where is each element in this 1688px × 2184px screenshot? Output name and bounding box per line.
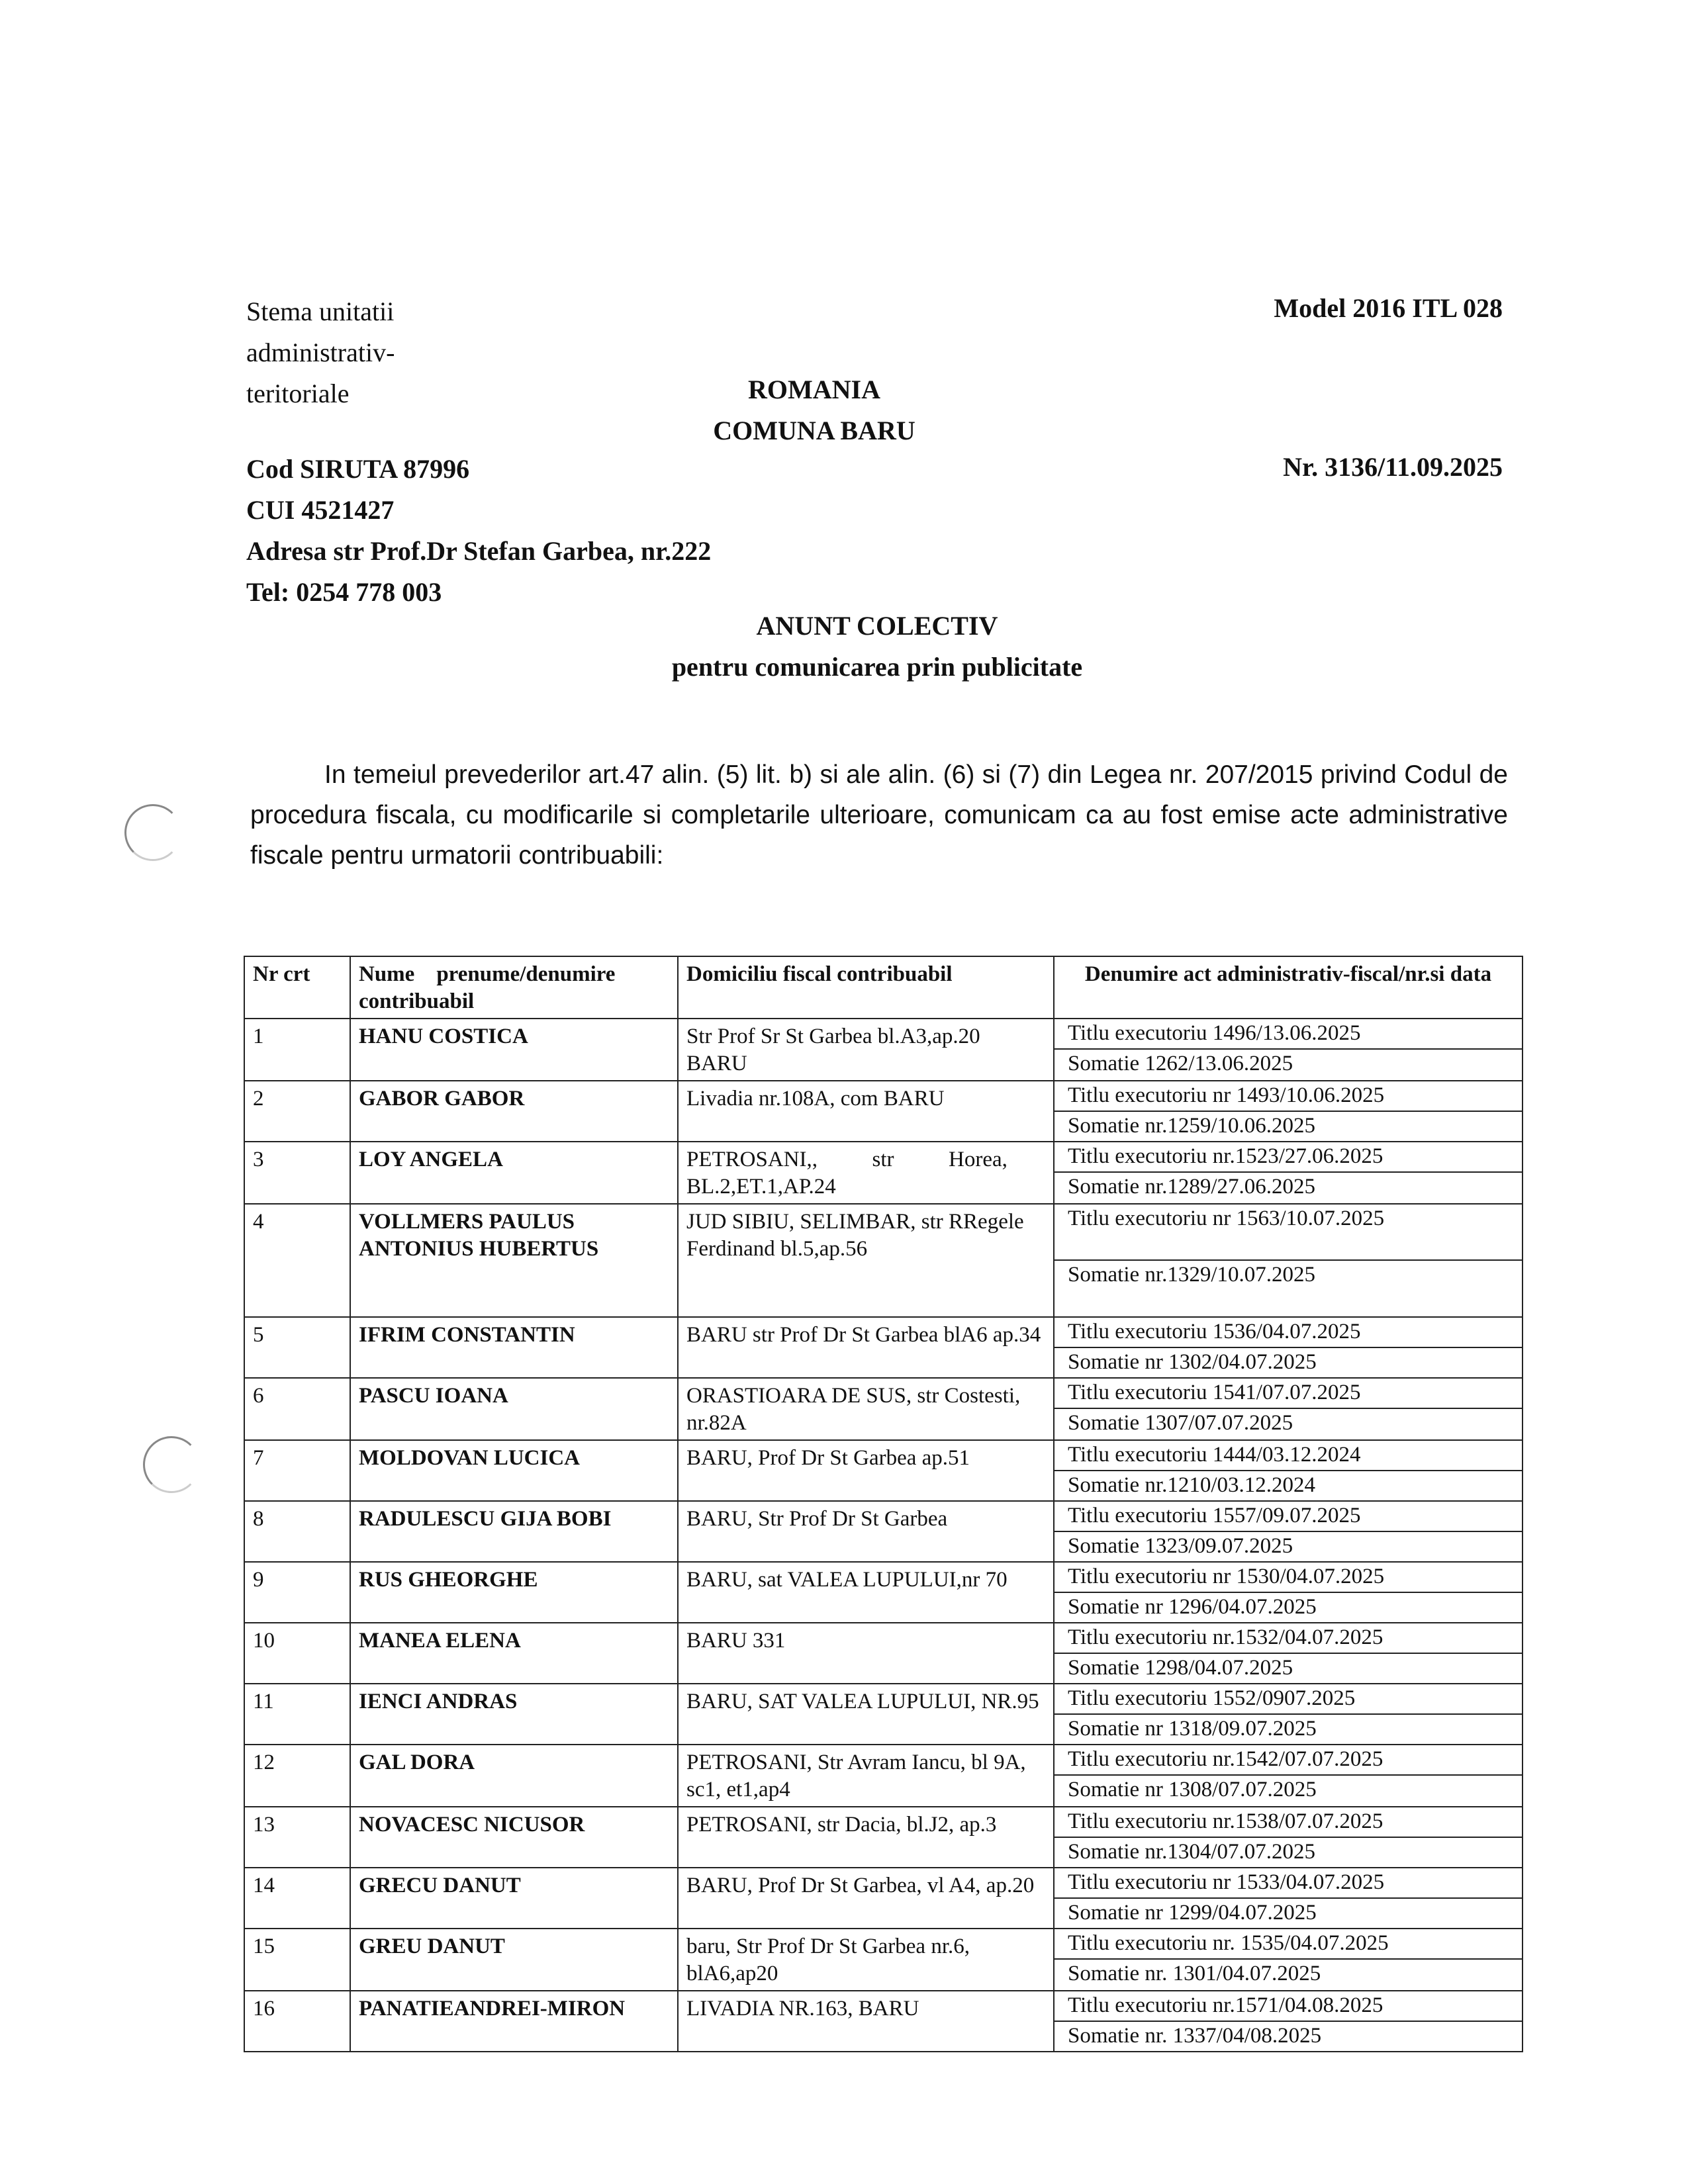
contact-block [246, 449, 908, 613]
taxpayer-name: RUS GHEORGHE [350, 1562, 678, 1623]
summons: Somatie nr.1289/27.06.2025 [1055, 1171, 1522, 1202]
summons: Somatie nr. 1301/04.07.2025 [1055, 1958, 1522, 1989]
taxpayer-name: MOLDOVAN LUCICA [350, 1440, 678, 1501]
column-header-name: Nume prenume/denumire contribuabil [350, 956, 678, 1019]
punch-hole-mark [124, 804, 181, 861]
enforcement-title: Titlu executoriu nr. 1535/04.07.2025 [1068, 1931, 1389, 1955]
fiscal-acts [1054, 1929, 1523, 1991]
row-number: 7 [244, 1440, 350, 1501]
taxpayer-name: VOLLMERS PAULUS ANTONIUS HUBERTUS [350, 1204, 678, 1317]
row-number: 15 [244, 1929, 350, 1991]
table-row [244, 1868, 1523, 1929]
summons: Somatie nr 1299/04.07.2025 [1055, 1897, 1522, 1928]
enforcement-title: Titlu executoriu nr.1542/07.07.2025 [1068, 1747, 1383, 1771]
commune-name: COMUNA BARU [713, 416, 915, 445]
table-row [244, 1807, 1523, 1868]
taxpayer-name: GRECU DANUT [350, 1868, 678, 1929]
taxpayer-name: RADULESCU GIJA BOBI [350, 1501, 678, 1562]
fiscal-address: BARU, Prof Dr St Garbea ap.51 [678, 1440, 1054, 1501]
enforcement-title: Titlu executoriu nr.1571/04.08.2025 [1068, 1993, 1383, 2017]
punch-hole-mark [143, 1436, 200, 1493]
row-number: 11 [244, 1684, 350, 1745]
fiscal-acts [1054, 1991, 1523, 2052]
fiscal-acts [1054, 1684, 1523, 1745]
summons: Somatie nr 1308/07.07.2025 [1055, 1774, 1522, 1805]
title-sub: pentru comunicarea prin publicitate [671, 652, 1083, 682]
table-row [244, 1684, 1523, 1745]
enforcement-title: Titlu executoriu 1536/04.07.2025 [1068, 1320, 1361, 1343]
row-number: 5 [244, 1317, 350, 1378]
enforcement-title: Titlu executoriu 1496/13.06.2025 [1068, 1021, 1361, 1045]
table-row [244, 1929, 1523, 1991]
enforcement-title: Titlu executoriu nr.1523/27.06.2025 [1068, 1144, 1383, 1168]
summons: Somatie nr.1210/03.12.2024 [1055, 1470, 1522, 1500]
summons: Somatie nr.1259/10.06.2025 [1055, 1111, 1522, 1141]
fiscal-address: Str Prof Sr St Garbea bl.A3,ap.20 BARU [678, 1019, 1054, 1081]
column-header-nr: Nr crt [244, 956, 350, 1019]
summons: Somatie nr 1296/04.07.2025 [1055, 1592, 1522, 1622]
table-row [244, 1019, 1523, 1081]
fiscal-address: BARU str Prof Dr St Garbea blA6 ap.34 [678, 1317, 1054, 1378]
table-row [244, 1501, 1523, 1562]
enforcement-title: Titlu executoriu nr 1530/04.07.2025 [1068, 1565, 1385, 1588]
summons: Somatie 1307/07.07.2025 [1055, 1408, 1522, 1438]
row-number: 3 [244, 1142, 350, 1204]
document-title [513, 606, 1241, 688]
summons: Somatie nr. 1337/04/08.2025 [1055, 2021, 1522, 2051]
summons: Somatie 1262/13.06.2025 [1055, 1048, 1522, 1079]
table-row [244, 1991, 1523, 2052]
fiscal-address: BARU, Prof Dr St Garbea, vl A4, ap.20 [678, 1868, 1054, 1929]
taxpayer-name: GREU DANUT [350, 1929, 678, 1991]
table-row [244, 1562, 1523, 1623]
table-row [244, 1081, 1523, 1142]
table-row [244, 1317, 1523, 1378]
row-number: 1 [244, 1019, 350, 1081]
enforcement-title: Titlu executoriu 1444/03.12.2024 [1068, 1443, 1361, 1467]
row-number: 4 [244, 1204, 350, 1317]
emblem-caption-line: teritoriale [246, 379, 350, 408]
fiscal-address: LIVADIA NR.163, BARU [678, 1991, 1054, 2052]
fiscal-address: JUD SIBIU, SELIMBAR, str RRegele Ferdinand bl.5,ap.56 [678, 1204, 1054, 1317]
table-row [244, 1623, 1523, 1684]
summons: Somatie nr 1318/09.07.2025 [1055, 1713, 1522, 1744]
fiscal-acts [1054, 1501, 1523, 1562]
fiscal-address: BARU, Str Prof Dr St Garbea [678, 1501, 1054, 1562]
cui-code: CUI 4521427 [246, 495, 395, 525]
emblem-caption [246, 291, 511, 414]
siruta-code: Cod SIRUTA 87996 [246, 454, 470, 484]
enforcement-title: Titlu executoriu 1541/07.07.2025 [1068, 1381, 1361, 1404]
fiscal-acts [1054, 1562, 1523, 1623]
fiscal-address: PETROSANI, str Dacia, bl.J2, ap.3 [678, 1807, 1054, 1868]
taxpayer-name: LOY ANGELA [350, 1142, 678, 1204]
document-number: Nr. 3136/11.09.2025 [1283, 452, 1503, 482]
summons: Somatie nr.1304/07.07.2025 [1055, 1837, 1522, 1867]
fiscal-acts [1054, 1868, 1523, 1929]
emblem-caption-line: Stema unitatii [246, 296, 395, 326]
fiscal-address: Livadia nr.108A, com BARU [678, 1081, 1054, 1142]
form-model: Model 2016 ITL 028 [1274, 293, 1503, 323]
row-number: 12 [244, 1745, 350, 1807]
fiscal-address: PETROSANI,, str Horea, BL.2,ET.1,AP.24 [678, 1142, 1054, 1204]
row-number: 10 [244, 1623, 350, 1684]
table-row [244, 1142, 1523, 1204]
intro-paragraph: In temeiul prevederilor art.47 alin. (5) lit. b) si ale alin. (6) si (7) din Legea nr. 207/2015 privind Codul de procedura fiscala, cu modificarile si completarile ulterioare, comunicam ca au fost emise acte administrative fiscale pentru urmatorii contribuabili: [250, 760, 1508, 870]
enforcement-title: Titlu executoriu nr.1532/04.07.2025 [1068, 1625, 1383, 1649]
fiscal-acts [1054, 1142, 1523, 1204]
enforcement-title: Titlu executoriu nr 1533/04.07.2025 [1068, 1870, 1385, 1894]
row-number: 6 [244, 1378, 350, 1440]
enforcement-title: Titlu executoriu nr 1563/10.07.2025 [1068, 1206, 1385, 1230]
taxpayer-name: PANATIEANDREI-MIRON [350, 1991, 678, 2052]
column-header-act: Denumire act administrativ-fiscal/nr.si data [1054, 956, 1523, 1019]
row-number: 8 [244, 1501, 350, 1562]
summons: Somatie nr 1302/04.07.2025 [1055, 1347, 1522, 1377]
fiscal-acts [1054, 1807, 1523, 1868]
emblem-caption-line: administrativ- [246, 338, 395, 367]
fiscal-address: ORASTIOARA DE SUS, str Costesti, nr.82A [678, 1378, 1054, 1440]
taxpayer-name: MANEA ELENA [350, 1623, 678, 1684]
taxpayer-table [244, 956, 1523, 2052]
fiscal-address: BARU, SAT VALEA LUPULUI, NR.95 [678, 1684, 1054, 1745]
enforcement-title: Titlu executoriu 1557/09.07.2025 [1068, 1504, 1361, 1527]
table-row [244, 1745, 1523, 1807]
table-header-row [244, 956, 1523, 1019]
summons: Somatie 1323/09.07.2025 [1055, 1531, 1522, 1561]
taxpayer-name: HANU COSTICA [350, 1019, 678, 1081]
summons: Somatie nr.1329/10.07.2025 [1055, 1259, 1522, 1316]
taxpayer-name: PASCU IOANA [350, 1378, 678, 1440]
address: Adresa str Prof.Dr Stefan Garbea, nr.222 [246, 536, 712, 566]
table-row [244, 1440, 1523, 1501]
taxpayer-name: IFRIM CONSTANTIN [350, 1317, 678, 1378]
summons: Somatie 1298/04.07.2025 [1055, 1653, 1522, 1683]
taxpayer-name: GABOR GABOR [350, 1081, 678, 1142]
fiscal-acts [1054, 1623, 1523, 1684]
fiscal-address: BARU 331 [678, 1623, 1054, 1684]
fiscal-acts [1054, 1440, 1523, 1501]
enforcement-title: Titlu executoriu nr 1493/10.06.2025 [1068, 1083, 1385, 1107]
row-number: 14 [244, 1868, 350, 1929]
taxpayer-name: IENCI ANDRAS [350, 1684, 678, 1745]
fiscal-acts [1054, 1019, 1523, 1081]
country-name: ROMANIA [748, 375, 880, 404]
row-number: 9 [244, 1562, 350, 1623]
fiscal-acts [1054, 1204, 1523, 1317]
fiscal-acts [1054, 1745, 1523, 1807]
phone: Tel: 0254 778 003 [246, 577, 442, 607]
fiscal-acts [1054, 1317, 1523, 1378]
fiscal-acts [1054, 1081, 1523, 1142]
fiscal-address: PETROSANI, Str Avram Iancu, bl 9A, sc1, et1,ap4 [678, 1745, 1054, 1807]
taxpayer-name: GAL DORA [350, 1745, 678, 1807]
fiscal-address: baru, Str Prof Dr St Garbea nr.6, blA6,ap20 [678, 1929, 1054, 1991]
fiscal-acts [1054, 1378, 1523, 1440]
table-row [244, 1378, 1523, 1440]
table-row [244, 1204, 1523, 1317]
issuer-block [662, 369, 966, 451]
title-main: ANUNT COLECTIV [756, 611, 998, 641]
row-number: 2 [244, 1081, 350, 1142]
fiscal-address: BARU, sat VALEA LUPULUI,nr 70 [678, 1562, 1054, 1623]
column-header-address: Domiciliu fiscal contribuabil [678, 956, 1054, 1019]
row-number: 13 [244, 1807, 350, 1868]
taxpayer-name: NOVACESC NICUSOR [350, 1807, 678, 1868]
enforcement-title: Titlu executoriu 1552/0907.2025 [1068, 1686, 1356, 1710]
row-number: 16 [244, 1991, 350, 2052]
enforcement-title: Titlu executoriu nr.1538/07.07.2025 [1068, 1809, 1383, 1833]
